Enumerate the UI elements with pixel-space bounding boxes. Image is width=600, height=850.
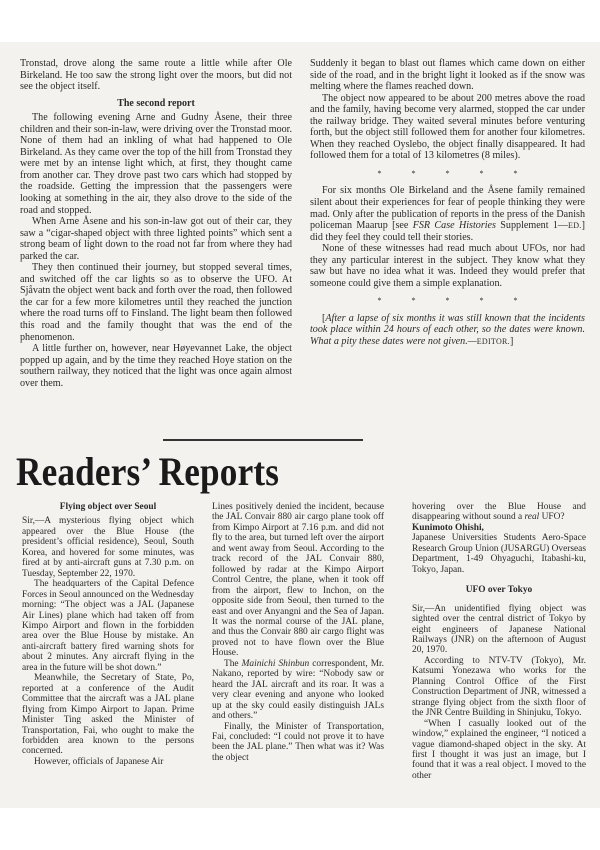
paragraph: “When I casually looked out of the window,” explained the engineer, “I noticed a vague diamond-shaped object in the sky. At first I thought it was just an image, but I found that it was a real object. I moved to the other xyxy=(412,718,586,781)
letter-column-3 xyxy=(412,502,586,781)
paragraph: Sir,—An unidentified flying object was sighted over the central district of Tokyo by eight engineers of Japanese National Railways (JNR) on the afternoon of August 20, 1970. xyxy=(412,603,586,656)
editor-mark: ED. xyxy=(568,221,582,231)
paragraph: None of these witnesses had read much about UFOs, nor had they any particular interest in the subject. They know what they saw but have no idea what it was. Indeed they would prefer that someone could give them a simple explanation. xyxy=(310,243,585,289)
paragraph: Sir,—A mysterious flying object which appeared over the Blue House (the president’s official residence), Seoul, South Korea, and hovered for some minutes, was fired at by anti-aircraft guns at 7.30 p.m. on Tuesday, September 22, 1970. xyxy=(22,516,194,579)
text: correspondent, Mr. Nakano, reported by wire: “Nobody saw or heard the JAL aircraft and its roar. It was a very clear evening and anyone who looked up at the sky could easily distinguish JALs and others.” xyxy=(212,658,385,722)
signature-name: Kunimoto Ohishi, xyxy=(412,522,484,533)
paragraph: Finally, the Minister of Transportation, Fai, concluded: “I could not prove it to have been the JAL plane.” Then what was it? Was the object xyxy=(212,721,384,763)
article-column-top-left xyxy=(20,58,292,389)
note-text: After a lapse of six months it was still known that the incidents took place within 24 hours of each other, so the dates were known. What a pity these dates were not given.— xyxy=(310,312,585,348)
letter-column-1 xyxy=(22,500,194,767)
subheading-tokyo: UFO over Tokyo xyxy=(465,585,533,596)
section-divider xyxy=(163,439,363,441)
paragraph: When Arne Åsene and his son-in-law got out of their car, they saw a “cigar-shaped object with three lighted points” which sent a strong beam of light down to the road not far from where they had parked the car. xyxy=(20,216,292,262)
letter-column-2 xyxy=(212,502,384,763)
paragraph xyxy=(212,659,384,722)
paragraph: The object now appeared to be about 200 metres above the road and the family, having become very alarmed, stopped the car under the railway bridge. They waited several minutes before venturing forth, but the object still followed them for another four kilometres. When they reached Oyslebo, the object finally disappeared. It had followed them for a total of 13 kilometres (8 miles). xyxy=(310,92,585,162)
paragraph: According to NTV-TV (Tokyo), Mr. Katsumi Yonezawa who works for the Planning Control Office of the First Construction Department of JNR, witnessed a strange flying object from the sixth floor of the JNR Centre Building in Shinjuku, Tokyo. xyxy=(412,655,586,719)
paragraph: However, officials of Japanese Air xyxy=(34,756,164,767)
editor-note xyxy=(310,313,585,348)
publication-title: FSR Case Histories xyxy=(412,220,496,232)
section-break-stars: * * * * * xyxy=(377,168,532,178)
editor-mark: EDITOR. xyxy=(476,337,510,347)
text: Supplement 1— xyxy=(495,220,569,232)
paragraph: A little further on, however, near Høyevannet Lake, the object popped up again, and by the time they reached Hoye station on the southern railway, they noticed that the light was once again almost over them. xyxy=(20,343,292,389)
emphasis: real xyxy=(524,512,540,523)
paragraph: Tronstad, drove along the same route a little while after Ole Birkeland. He too saw the strong light over the moors, but did not see the object itself. xyxy=(20,58,292,93)
text: [ xyxy=(322,312,326,324)
paragraph xyxy=(412,502,586,523)
text: hovering over the Blue House and disappearing without sound a xyxy=(412,502,586,523)
publication-title: Mainichi Shinbun xyxy=(241,658,310,669)
article-column-top-right xyxy=(310,58,585,348)
signature-affiliation: Japanese Universities Students Aero-Space Research Group Union (JUSARGU) Overseas Department, 1-49 Ohyaguchi, Itabashi-ku, Tokyo, Japan. xyxy=(412,533,586,575)
text: For six months Ole Birkeland and the Åsene family remained silent about their experiences for fear of people thinking they were mad. Only after the publication of reports in the press of the Danish policeman Maarup [see xyxy=(310,185,585,232)
text: ] did they feel they could tell their stories. xyxy=(310,220,585,243)
section-title: Readers’ Reports xyxy=(16,449,280,494)
paragraph: Lines positively denied the incident, because the JAL Convair 880 air cargo plane took off from Kimpo Airport at 7.16 p.m. and did not fly to the area, but turned left over the airport and went away from Seoul. According to the track record of the JAL Convair 880, followed by radar at the Kimpo Airport Control Centre, the plane, when it took off from the airport, flew to Inchon, on the opposite side from Seoul, then turned to the east and over Anyangni and the Sea of Japan. It was the normal course of the JAL plane, and thus the Convair 880 air cargo flight was proved not to have flown over the Blue House. xyxy=(212,502,384,659)
subheading-seoul: Flying object over Seoul xyxy=(59,502,157,512)
paragraph: They then continued their journey, but stopped several times, and switched off the car lights so as to observe the UFO. At Sjåvatn the object went back and forth over the road, then followed the car for a few more kilometres until they reached the junction where the road turns off to Finsland. The light beam then followed this road and the family thought that was the end of the phenomenon. xyxy=(20,262,292,343)
paragraph: The following evening Arne and Gudny Åsene, their three children and their son-in-law, were driving over the Tronstad moor. None of them had an inkling of what had happened to Ole Birkeland. As they came over the top of the hill from Tronstad they were met by an intense light which, at first, they thought came from another car. They drove past two cars which had stopped by the roadside. Getting the impression that the passengers were looking at something in the air, they also drove to the side of the road and stopped. xyxy=(20,112,292,216)
paragraph: Meanwhile, the Secretary of State, Po, reported at a conference of the Audit Committee that the aircraft was a JAL plane flying from Kimpo Airport to Japan. Prime Minister Ting asked the Minister of Transportation, Fai, who ought to make the forbidden area known to the persons concerned. xyxy=(22,673,194,757)
paragraph xyxy=(310,185,585,243)
subheading-second-report: The second report xyxy=(117,97,195,109)
text: UFO? xyxy=(539,512,565,523)
paragraph: The headquarters of the Capital Defence Forces in Seoul announced on the Wednesday morning: “The object was a JAL (Japanese Air Lines) plane which had taken off from Kimpo Airport and flown in the forbidden area over the Blue House by mistake. An anti-aircraft battery fired warning shots for about 2 minutes. Any aircraft flying in the area in the future will be shot down.” xyxy=(22,579,194,673)
text: The xyxy=(224,658,242,669)
text: ] xyxy=(510,336,514,348)
section-break-stars: * * * * * xyxy=(377,296,532,306)
paragraph: Suddenly it began to blast out flames which came down on either side of the road, and in the bright light it looked as if the snow was melting where the flames reached down. xyxy=(310,58,585,93)
